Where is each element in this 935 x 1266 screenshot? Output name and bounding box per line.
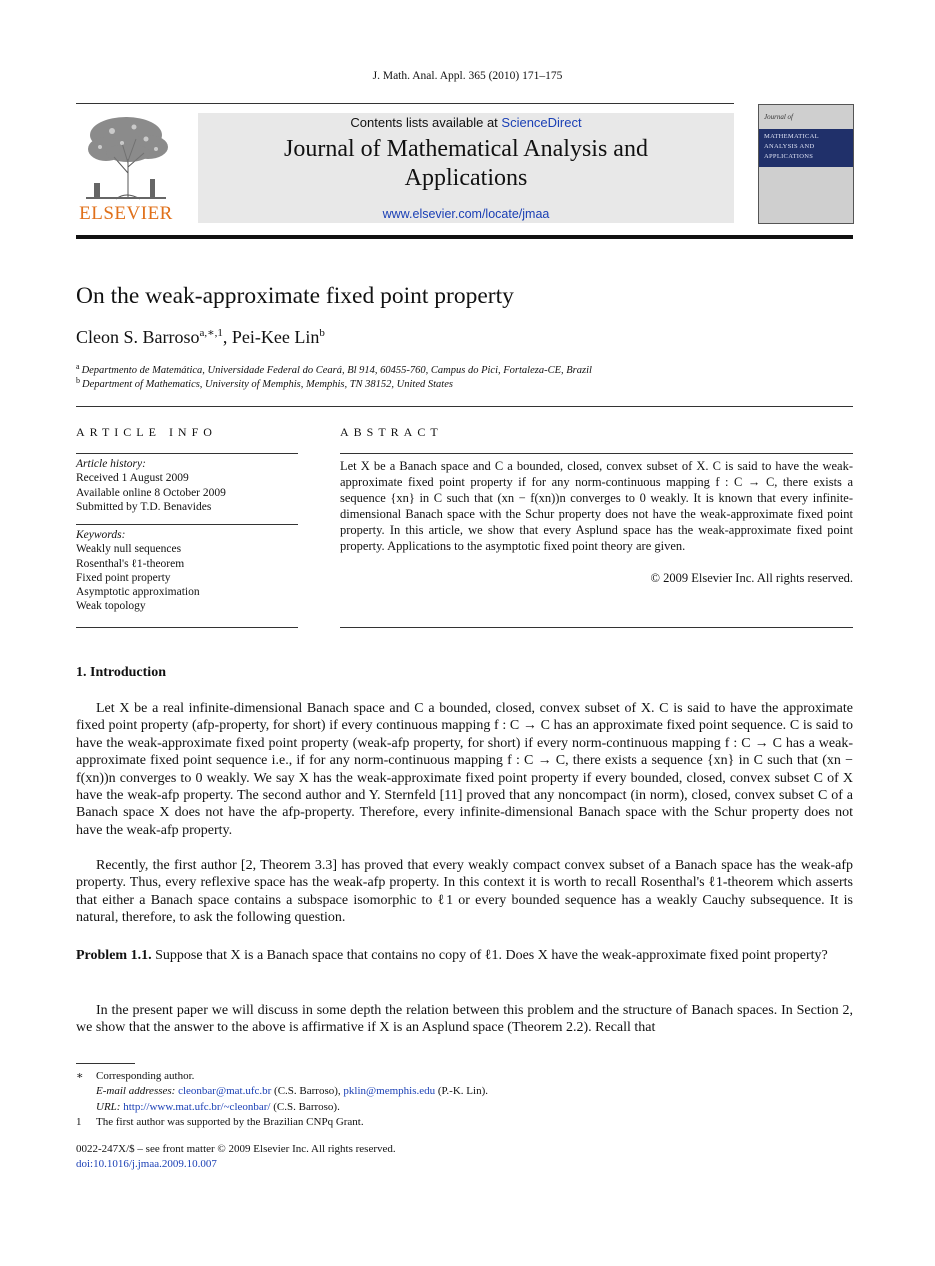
problem-label: Problem 1.1. <box>76 948 152 963</box>
front-matter: 0022-247X/$ – see front matter © 2009 Elsevier Inc. All rights reserved. <box>76 1143 396 1155</box>
article-info-heading: ARTICLE INFO <box>76 425 217 439</box>
problem-statement <box>76 947 853 964</box>
article-history: Article history: Received 1 August 2009 Available online 8 October 2009 Submitted by T.D. Benavides <box>76 457 298 514</box>
article-title: On the weak-approximate fixed point property <box>76 283 514 309</box>
journal-title: Journal of Mathematical Analysis and Applications <box>284 136 648 191</box>
keyword: Rosenthal's ℓ1-theorem <box>76 557 185 570</box>
keyword: Asymptotic approximation <box>76 586 200 599</box>
abstract-text: Let X be a Banach space and C a bounded, closed, convex subset of X. C is said to have the weak-approximate fixed point property if for any norm-continuous mapping f : C → C, there exists a sequence {xn} in C such that (xn − f(xn))n converges to 0 weakly. It is known that every infinite-dimensional Banach space with the Schur property does not have the weak-approximate fixed point property. In this article, we show that every Asplund space has the weak-approximate fixed point property. Applications to the asymptotic fixed point theory are given. <box>340 459 853 553</box>
author-marks[interactable]: b <box>319 327 325 339</box>
email-link[interactable]: cleonbar@mat.ufc.br <box>178 1085 272 1098</box>
footnote-email: E-mail addresses: cleonbar@mat.ufc.br (C.S. Barroso), pklin@memphis.edu (P.-K. Lin). <box>96 1085 488 1098</box>
intro-paragraph-3: In the present paper we will discuss in some depth the relation between this problem and the structure of Banach spaces. In Section 2, we show that the answer to the above is affirmative if X is an Asplund space (Theorem 2.2). Recall that <box>76 1003 853 1036</box>
problem-text: Suppose that X is a Banach space that contains no copy of ℓ1. Does X have the weak-approximate fixed point property? <box>155 948 828 963</box>
cover-title: MATHEMATICAL ANALYSIS AND APPLICATIONS <box>764 133 819 160</box>
author-name: Pei-Kee Lin <box>231 327 320 347</box>
publisher-logo-text: ELSEVIER <box>79 203 173 224</box>
elsevier-tree-icon <box>76 113 176 201</box>
keywords: Keywords: Weakly null sequences Rosenthal's ℓ1-theorem Fixed point property Asymptotic approximation Weak topology <box>76 528 298 614</box>
keyword: Fixed point property <box>76 571 171 584</box>
doi-link[interactable]: doi:10.1016/j.jmaa.2009.10.007 <box>76 1158 217 1170</box>
history-item: Submitted by T.D. Benavides <box>76 500 212 513</box>
header-rule <box>76 103 734 104</box>
intro-paragraph-2: Recently, the first author [2, Theorem 3.3] has proved that every weakly compact convex subset of a Banach space has the weak-afp property. Thus, every reflexive space has the weak-afp property. In this context it is worth to recall Rosenthal's ℓ1-theorem which asserts that either a Banach space contains a subspace isomorphic to ℓ1 or every bounded sequence has a weakly Cauchy subsequence. It is natural, therefore, to ask the following question. <box>76 858 853 926</box>
history-item: Available online 8 October 2009 <box>76 486 226 499</box>
section-title: 1. Introduction <box>76 665 166 680</box>
author-marks[interactable]: a,∗,1 <box>199 327 223 339</box>
author-name: Cleon S. Barroso <box>76 327 200 347</box>
title-rule <box>76 406 853 407</box>
journal-url-link[interactable]: www.elsevier.com/locate/jmaa <box>382 207 550 221</box>
footnote-rule <box>76 1063 135 1064</box>
author-list: Cleon S. Barroso$^{a,∗,1}$, Pei-Kee Lin$^b$ <box>76 327 325 347</box>
intro-paragraph-1: Let X be a real infinite-dimensional Banach space and C a bounded, closed, convex subset of X. C is said to have the approximate fixed point property (afp-property, for short) if every continuous mapping f : C → C has an approximate fixed point sequence. C is said to have the weak-approximate fixed point property (weak-afp property, for short) if every norm-continuous mapping f : C → C has a weak-approximate fixed point sequence i.e., if for any norm-continuous mapping f : C → C, there exists a sequence {xn} in C such that (xn − f(xn))n converges to 0 weakly. We say X has the weak-approximate fixed point property if every bounded, closed, convex subset C of X have the weak-afp property. The second author and Y. Sternfeld [11] proved that any noncompact (in norm), closed, convex subset C of a Banach space X does not have the afp-property. Therefore, every infinite-dimensional Banach space with the Schur property does not have the weak-afp property. <box>76 701 853 838</box>
sciencedirect-link[interactable]: ScienceDirect <box>501 115 582 130</box>
footnotes <box>76 1069 853 1130</box>
footnote-url: URL: http://www.mat.ufc.br/~cleonbar/ (C.S. Barroso). <box>96 1100 340 1113</box>
abstract-copyright: © 2009 Elsevier Inc. All rights reserved. <box>650 571 853 585</box>
email-link[interactable]: pklin@memphis.edu <box>343 1085 436 1098</box>
affiliation-a: $^a$ Departmento de Matemática, Universidade Federal do Ceará, Bl 914, 60455-760, Campus do Pici, Fortaleza-CE, Brazil <box>76 362 592 376</box>
affiliation-b: $^b$ Department of Mathematics, University of Memphis, Memphis, TN 38152, United States <box>76 376 453 390</box>
footnote-corresponding: ∗ Corresponding author. <box>76 1070 195 1082</box>
running-head: J. Math. Anal. Appl. 365 (2010) 171–175 <box>372 70 563 82</box>
contents-availability: Contents lists available at ScienceDirect <box>350 115 582 130</box>
journal-banner <box>198 113 734 223</box>
cover-title-small: Journal of <box>764 113 793 121</box>
keyword: Weakly null sequences <box>76 543 182 556</box>
header-thick-rule <box>76 235 853 239</box>
keyword: Weak topology <box>76 600 146 613</box>
footnote-grant: 1 The first author was supported by the Brazilian CNPq Grant. <box>76 1115 364 1128</box>
elsevier-logo <box>76 113 176 225</box>
abstract-heading: ABSTRACT <box>340 425 443 439</box>
journal-cover <box>758 104 854 224</box>
homepage-link[interactable]: http://www.mat.ufc.br/~cleonbar/ <box>123 1100 271 1113</box>
history-item: Received 1 August 2009 <box>76 472 189 485</box>
